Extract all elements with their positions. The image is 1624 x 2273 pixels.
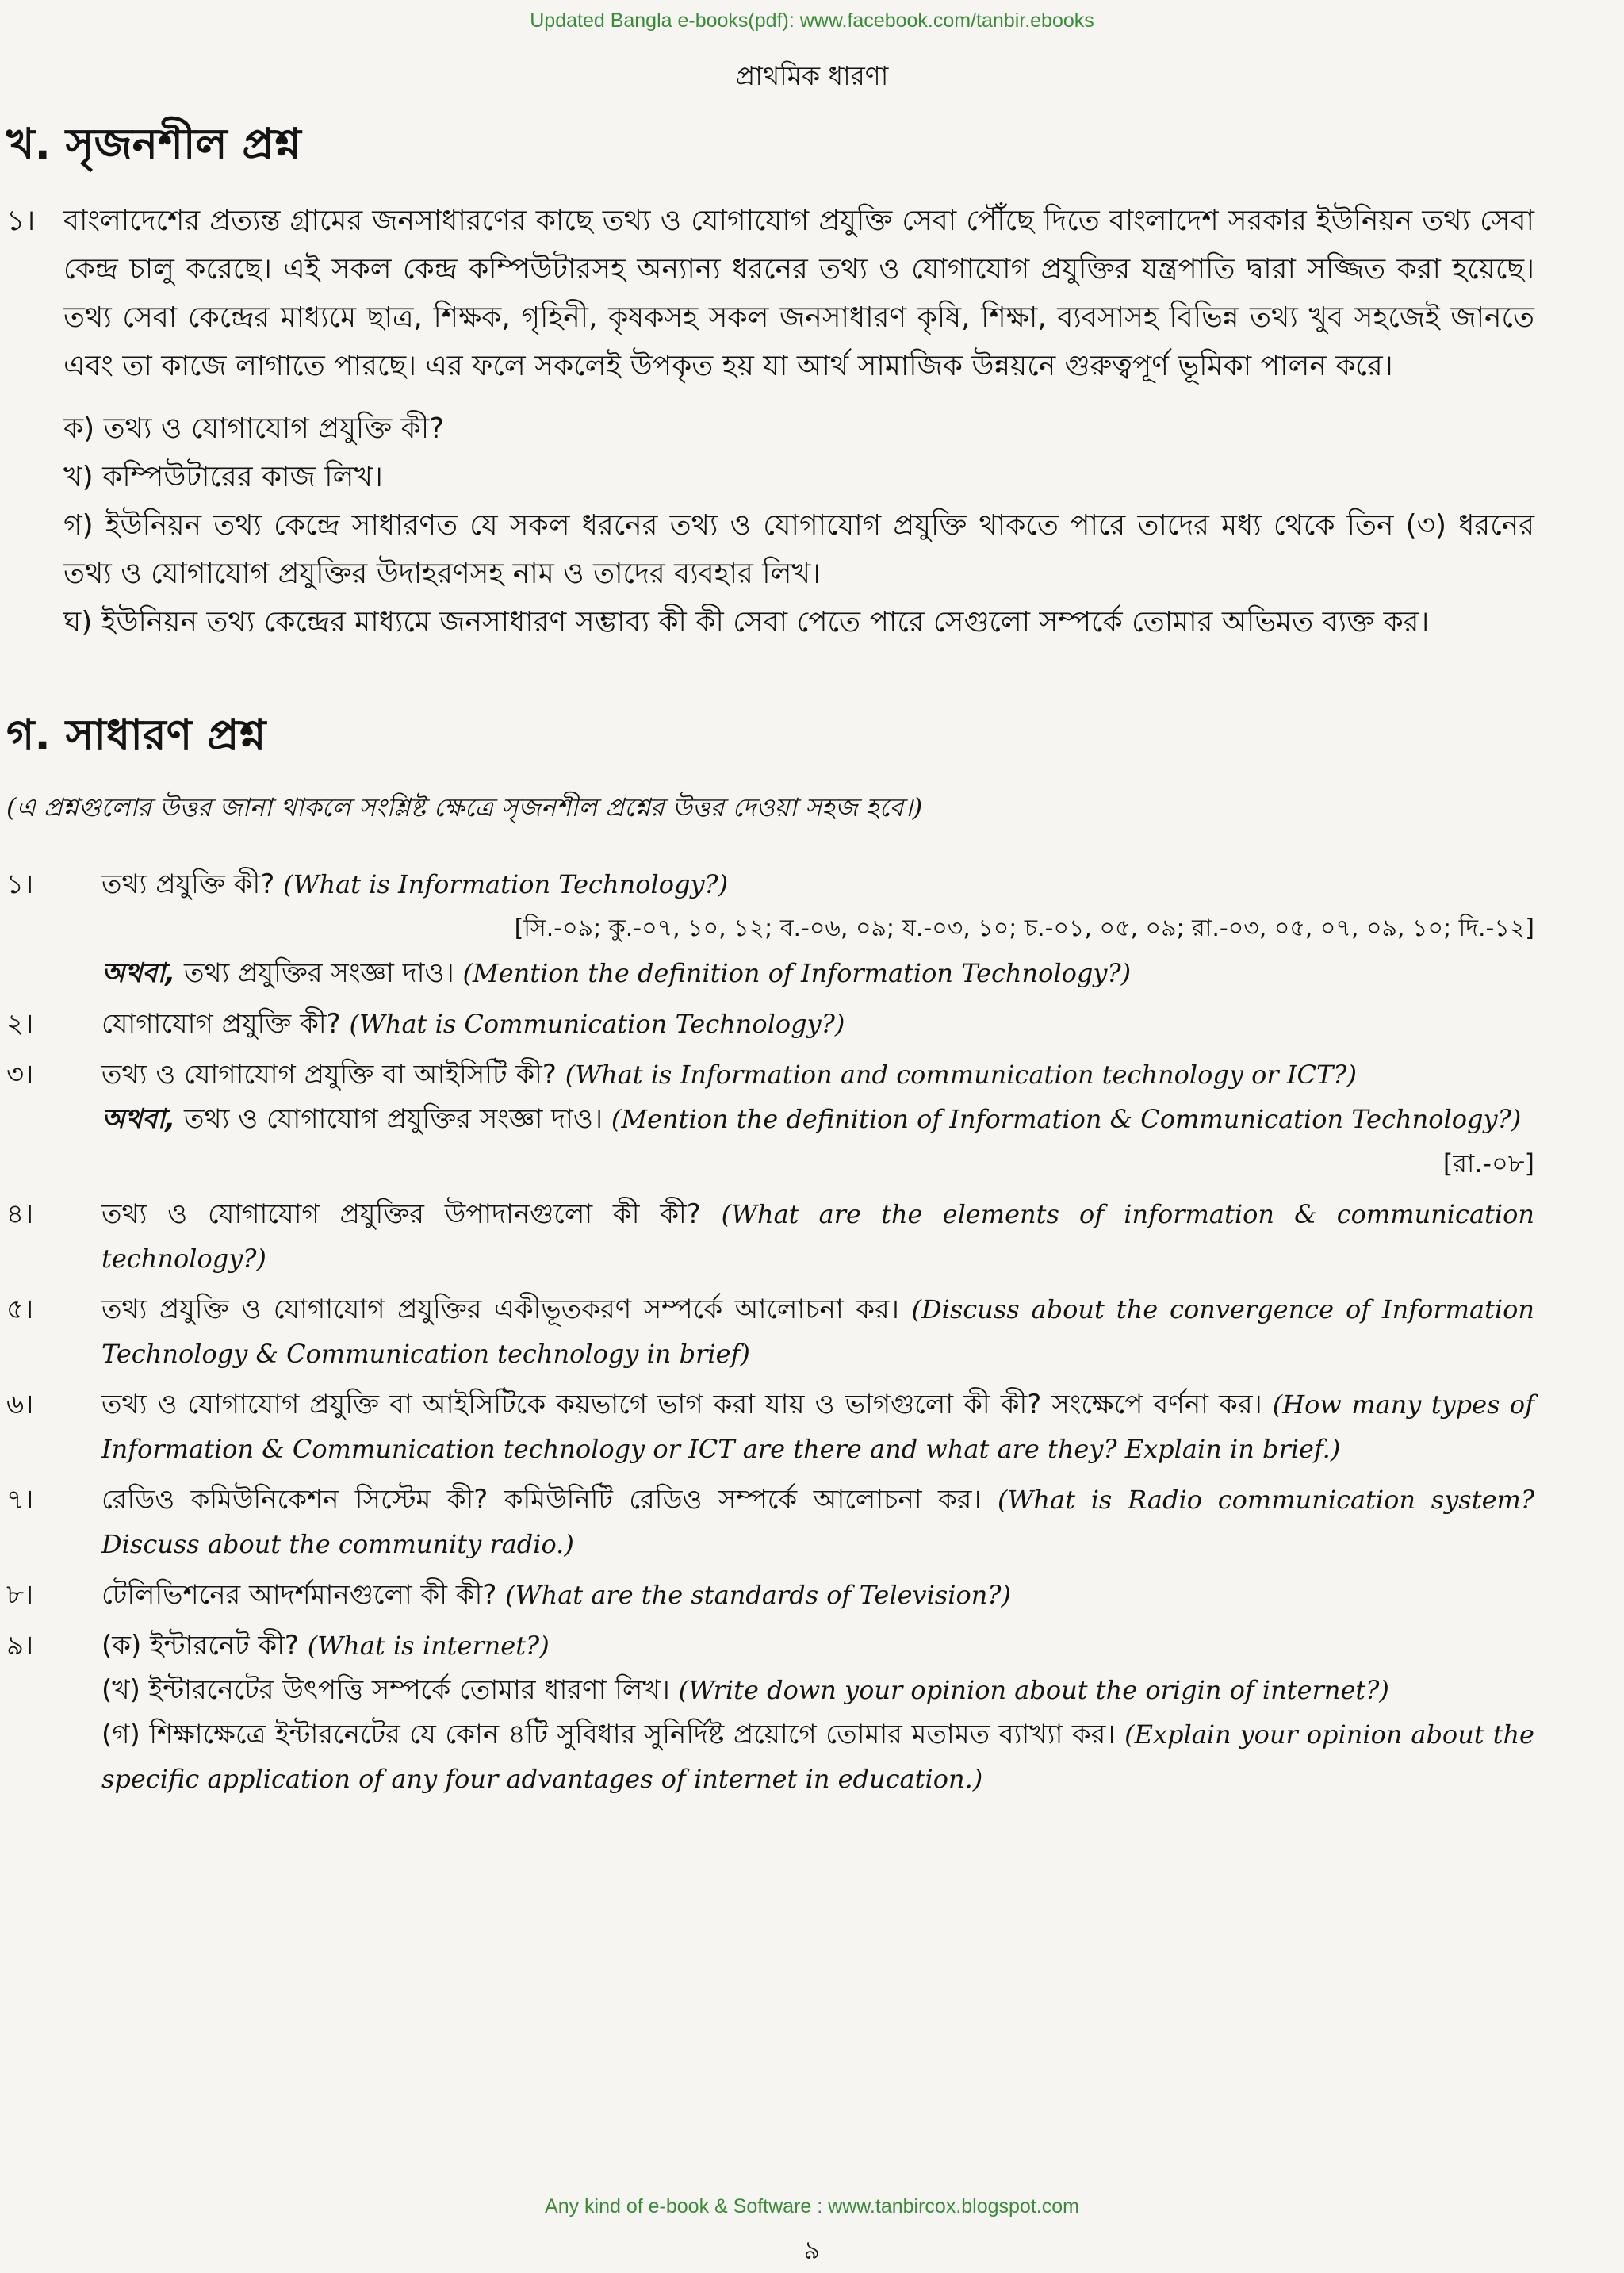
subquestion-gha: ঘ) ইউনিয়ন তথ্য কেন্দ্রের মাধ্যমে জনসাধারণ সম্ভাব্য কী কী সেবা পেতে পারে সেগুলো সম্পর্কে তোমার অভিমত ব্যক্ত কর। bbox=[63, 606, 1430, 638]
question-number: ৪। bbox=[6, 1198, 34, 1230]
subquestion-kha-bn: (খ) ইন্টারনেটের উৎপত্তি সম্পর্কে তোমার ধারণা লিখ। bbox=[102, 1674, 670, 1706]
subquestion-ga: গ) ইউনিয়ন তথ্য কেন্দ্রে সাধারণত যে সকল ধরনের তথ্য ও যোগাযোগ প্রযুক্তি থাকতে পারে তাদের মধ্য থেকে তিন (৩) ধরনের তথ্য ও যোগাযোগ প্রযুক্তির উদাহরণসহ নাম ও তাদের ব্যবহার লিখ। bbox=[63, 509, 1534, 590]
question-bn: যোগাযোগ প্রযুক্তি কী? bbox=[102, 1008, 341, 1040]
question-en: (What is Information and communication technology or ICT?) bbox=[565, 1060, 1357, 1090]
creative-question-1 bbox=[0, 197, 1534, 390]
question-number: ৫। bbox=[6, 1294, 34, 1325]
alternative-en: (Mention the definition of Information Technology?) bbox=[462, 958, 1132, 988]
question-number: ৬। bbox=[6, 1389, 34, 1420]
question-number: ৯। bbox=[6, 1630, 34, 1662]
section-note: (এ প্রশ্নগুলোর উত্তর জানা থাকলে সংশ্লিষ্ট ক্ষেত্রে সৃজনশীল প্রশ্নের উত্তর দেওয়া সহজ হবে।) bbox=[6, 792, 923, 822]
question-number: ১। bbox=[6, 205, 36, 237]
running-head: প্রাথমিক ধারণা bbox=[735, 60, 889, 91]
question-bn: টেলিভিশনের আদর্শমানগুলো কী কী? bbox=[102, 1579, 497, 1611]
question-en: (What is Radio communication system? Discuss about the community radio.) bbox=[102, 1485, 1535, 1559]
page-number: ৯ bbox=[803, 2235, 821, 2265]
subquestion-ka-en: (What is internet?) bbox=[307, 1631, 550, 1661]
question-number: ৭। bbox=[6, 1484, 34, 1516]
question-number: ৩। bbox=[6, 1059, 34, 1091]
general-question-8 bbox=[0, 1573, 1534, 1617]
question-number: ১। bbox=[6, 868, 34, 900]
page-content bbox=[0, 111, 1534, 1807]
alternative-bn: তথ্য ও যোগাযোগ প্রযুক্তির সংজ্ঞা দাও। bbox=[183, 1103, 603, 1135]
question-en: (What are the standards of Television?) bbox=[505, 1580, 1012, 1610]
question-bn: তথ্য ও যোগাযোগ প্রযুক্তির উপাদানগুলো কী কী? bbox=[102, 1198, 701, 1230]
section-heading-general: গ. সাধারণ প্রশ্ন bbox=[6, 710, 266, 760]
creative-subquestions bbox=[63, 404, 1534, 646]
general-question-7 bbox=[0, 1478, 1534, 1566]
top-credit-link[interactable]: Updated Bangla e-books(pdf): www.facebook.com/tanbir.ebooks bbox=[530, 10, 1094, 32]
question-bn: তথ্য প্রযুক্তি কী? bbox=[102, 868, 275, 900]
subquestion-ka-bn: (ক) ইন্টারনেট কী? bbox=[102, 1630, 299, 1662]
question-en: (Discuss about the convergence of Information Technology & Communication technology in brief) bbox=[102, 1294, 1535, 1369]
alternative-en: (Mention the definition of Information & Communication Technology?) bbox=[611, 1104, 1522, 1134]
board-reference: [সি.-০৯; কু.-০৭, ১০, ১২; ব.-০৬, ০৯; য.-০৩, ১০; চ.-০১, ০৫, ০৯; রা.-০৩, ০৫, ০৭, ০৯, ১০; দি.-১২] bbox=[514, 914, 1534, 942]
subquestion-ga-bn: (গ) শিক্ষাক্ষেত্রে ইন্টারনেটের যে কোন ৪টি সুবিধার সুনির্দিষ্ট প্রয়োগে তোমার মতামত ব্যাখ্যা কর। bbox=[102, 1719, 1116, 1750]
question-bn: তথ্য প্রযুক্তি ও যোগাযোগ প্রযুক্তির একীভূতকরণ সম্পর্কে আলোচনা কর। bbox=[102, 1294, 899, 1325]
question-en: (How many types of Information & Communication technology or ICT are there and what are they? Explain in brief.) bbox=[102, 1389, 1535, 1464]
subquestion-ga-en: (Explain your opinion about the specific application of any four advantages of internet in education.) bbox=[102, 1719, 1534, 1794]
general-question-9 bbox=[0, 1623, 1534, 1801]
alternative-label: অথবা, bbox=[102, 957, 176, 989]
bottom-credit-link[interactable]: Any kind of e-book & Software : www.tanbircox.blogspot.com bbox=[545, 2195, 1079, 2217]
question-en: (What is Communication Technology?) bbox=[349, 1009, 845, 1039]
general-question-3 bbox=[0, 1052, 1534, 1186]
section-heading-creative: খ. সৃজনশীল প্রশ্ন bbox=[6, 119, 301, 169]
board-reference: [রা.-০৮] bbox=[1442, 1148, 1534, 1179]
question-en: (What is Information Technology?) bbox=[283, 869, 729, 899]
alternative-bn: তথ্য প্রযুক্তির সংজ্ঞা দাও। bbox=[183, 957, 454, 989]
subquestion-ka: ক) তথ্য ও যোগাযোগ প্রযুক্তি কী? bbox=[63, 412, 445, 445]
general-question-5 bbox=[0, 1287, 1534, 1376]
subquestion-kha: খ) কম্পিউটারের কাজ লিখ। bbox=[63, 461, 383, 493]
general-question-2 bbox=[0, 1002, 1534, 1046]
question-stem: বাংলাদেশের প্রত্যন্ত গ্রামের জনসাধারণের কাছে তথ্য ও যোগাযোগ প্রযুক্তি সেবা পৌঁছে দিতে বাংলাদেশ সরকার ইউনিয়ন তথ্য সেবা কেন্দ্র চালু করেছে। এই সকল কেন্দ্র কম্পিউটারসহ অন্যান্য ধরনের তথ্য ও যোগাযোগ প্রযুক্তির যন্ত্রপাতি দ্বারা সজ্জিত করা হয়েছে। তথ্য সেবা কেন্দ্রের মাধ্যমে ছাত্র, শিক্ষক, গৃহিনী, কৃষকসহ সকল জনসাধারণ কৃষি, শিক্ষা, ব্যবসাসহ বিভিন্ন তথ্য খুব সহজেই জানতে এবং তা কাজে লাগাতে পারছে। এর ফলে সকলেই উপকৃত হয় যা আর্থ সামাজিক উন্নয়নে গুরুত্বপূর্ণ ভূমিকা পালন করে। bbox=[63, 205, 1534, 382]
general-question-1 bbox=[0, 862, 1534, 995]
general-question-6 bbox=[0, 1382, 1534, 1471]
question-bn: তথ্য ও যোগাযোগ প্রযুক্তি বা আইসিটি কী? bbox=[102, 1059, 557, 1091]
alternative-label: অথবা, bbox=[102, 1103, 176, 1135]
question-en: (What are the elements of information & communication technology?) bbox=[102, 1199, 1535, 1274]
question-bn: রেডিও কমিউনিকেশন সিস্টেম কী? কমিউনিটি রেডিও সম্পর্কে আলোচনা কর। bbox=[102, 1484, 982, 1516]
question-number: ২। bbox=[6, 1008, 34, 1040]
subquestion-kha-en: (Write down your opinion about the origin of internet?) bbox=[678, 1675, 1389, 1705]
question-bn: তথ্য ও যোগাযোগ প্রযুক্তি বা আইসিটিকে কয়ভাগে ভাগ করা যায় ও ভাগগুলো কী কী? সংক্ষেপে বর্ণনা কর। bbox=[102, 1389, 1262, 1420]
question-number: ৮। bbox=[6, 1579, 34, 1611]
general-question-4 bbox=[0, 1192, 1534, 1281]
